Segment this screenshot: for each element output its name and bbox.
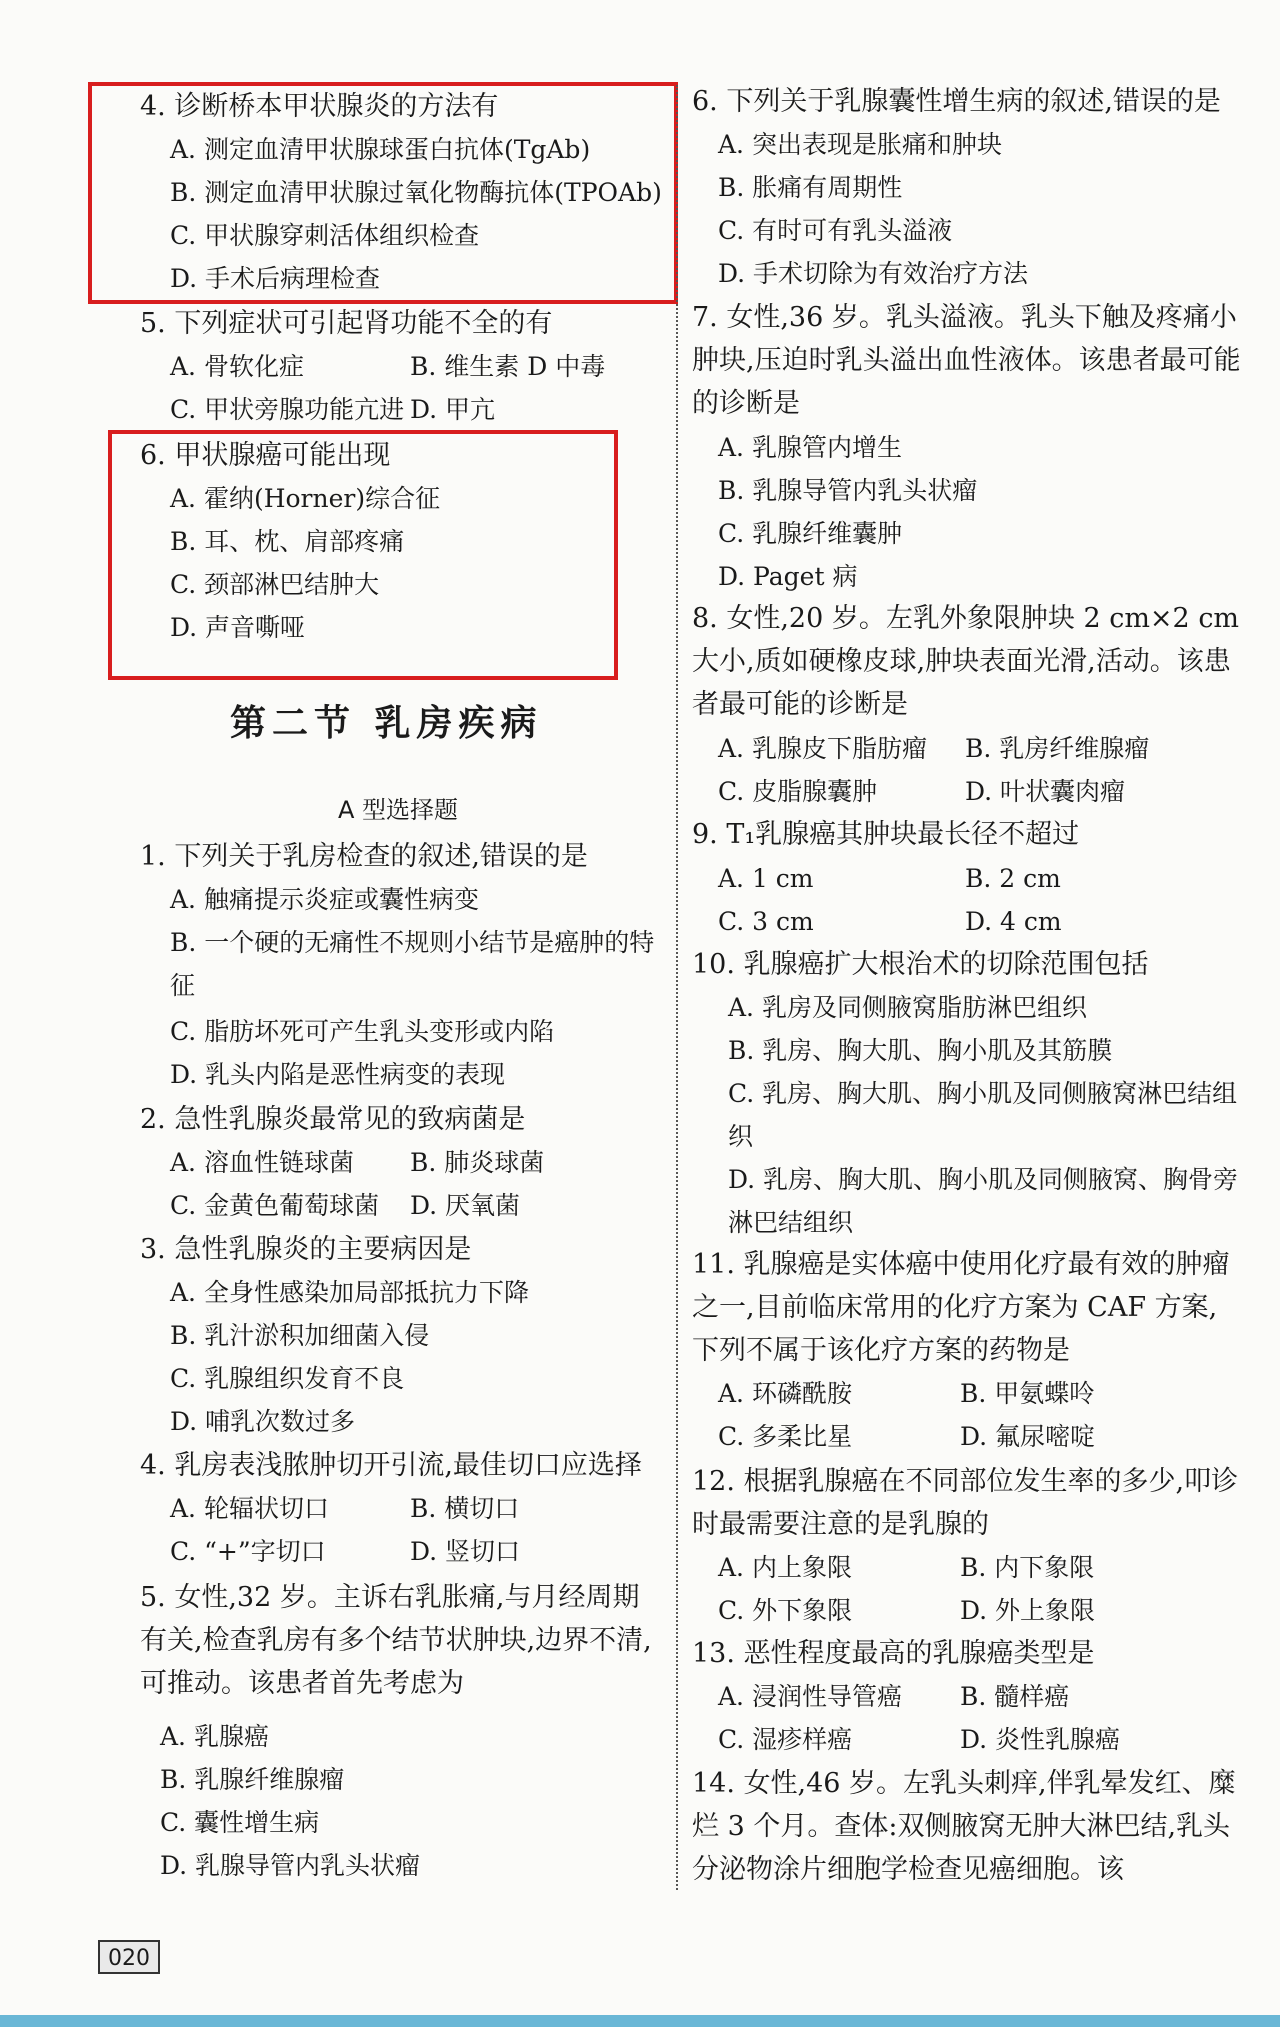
option: D. 手术后病理检查 xyxy=(170,264,381,293)
option: C. 乳房、胸大肌、胸小肌及同侧腋窝淋巴结组织 xyxy=(728,1079,1238,1151)
option: C. 脂肪坏死可产生乳头变形或内陷 xyxy=(170,1017,555,1046)
question-stem: 6. 下列关于乳腺囊性增生病的叙述,错误的是 xyxy=(692,86,1221,117)
option: D. 叶状囊肉瘤 xyxy=(965,777,1126,806)
question-stem: 10. 乳腺癌扩大根治术的切除范围包括 xyxy=(692,949,1149,980)
option: C. 乳腺组织发育不良 xyxy=(170,1364,405,1393)
option: D. 手术切除为有效治疗方法 xyxy=(718,259,1029,288)
option: B. 一个硬的无痛性不规则小结节是癌肿的特征 xyxy=(170,928,655,1000)
option: B. 测定血清甲状腺过氧化物酶抗体(TPOAb) xyxy=(170,178,662,207)
question-stem: 4. 诊断桥本甲状腺炎的方法有 xyxy=(140,91,499,122)
option: A. 全身性感染加局部抵抗力下降 xyxy=(170,1278,529,1307)
question-stem: 5. 女性,32 岁。主诉右乳胀痛,与月经周期有关,检查乳房有多个结节状肿块,边界不清,可推动。该患者首先考虑为 xyxy=(140,1582,652,1699)
question-stem: 7. 女性,36 岁。乳头溢液。乳头下触及疼痛小肿块,压迫时乳头溢出血性液体。该患者最可能的诊断是 xyxy=(692,302,1241,419)
option: D. 厌氧菌 xyxy=(410,1191,521,1220)
question-stem: 3. 急性乳腺炎的主要病因是 xyxy=(140,1234,472,1265)
section-title: 第二节 乳房疾病 xyxy=(230,703,543,744)
question-stem: 6. 甲状腺癌可能出现 xyxy=(140,440,391,471)
option: C. 3 cm xyxy=(718,907,814,936)
option: D. 竖切口 xyxy=(410,1537,521,1566)
option: C. “+”字切口 xyxy=(170,1537,326,1566)
question-stem: 11. 乳腺癌是实体癌中使用化疗最有效的肿瘤之一,目前临床常用的化疗方案为 CAF 方案,下列不属于该化疗方案的药物是 xyxy=(692,1249,1230,1366)
question-stem: 12. 根据乳腺癌在不同部位发生率的多少,叩诊时最需要注意的是乳腺的 xyxy=(692,1466,1239,1540)
option: B. 横切口 xyxy=(410,1494,520,1523)
option: B. 乳腺导管内乳头状瘤 xyxy=(718,476,978,505)
column-divider xyxy=(676,85,678,1890)
question-stem: 1. 下列关于乳房检查的叙述,错误的是 xyxy=(140,841,588,872)
option: D. 乳腺导管内乳头状瘤 xyxy=(160,1851,421,1880)
option: B. 乳腺纤维腺瘤 xyxy=(160,1765,345,1794)
option: A. 突出表现是胀痛和肿块 xyxy=(718,130,1002,159)
option: C. 有时可有乳头溢液 xyxy=(718,216,953,245)
subsection-title: A 型选择题 xyxy=(338,796,459,824)
option: D. 哺乳次数过多 xyxy=(170,1407,356,1436)
page-bottom-edge xyxy=(0,2015,1280,2027)
option: D. 声音嘶哑 xyxy=(170,613,306,642)
option: A. 环磷酰胺 xyxy=(718,1379,852,1408)
option: B. 乳房、胸大肌、胸小肌及其筋膜 xyxy=(728,1036,1113,1065)
option: B. 乳房纤维腺瘤 xyxy=(965,734,1150,763)
page-number: 020 xyxy=(98,1940,160,1974)
option: B. 胀痛有周期性 xyxy=(718,173,903,202)
question-stem: 13. 恶性程度最高的乳腺癌类型是 xyxy=(692,1638,1095,1669)
question-stem: 8. 女性,20 岁。左乳外象限肿块 2 cm×2 cm 大小,质如硬橡皮球,肿块表面光滑,活动。该患者最可能的诊断是 xyxy=(692,603,1240,720)
option: C. 多柔比星 xyxy=(718,1422,853,1451)
option: B. 肺炎球菌 xyxy=(410,1148,545,1177)
option: B. 维生素 D 中毒 xyxy=(410,352,606,381)
option: A. 乳腺皮下脂肪瘤 xyxy=(718,734,927,763)
question-stem: 9. T₁乳腺癌其肿块最长径不超过 xyxy=(692,819,1080,850)
option: B. 乳汁淤积加细菌入侵 xyxy=(170,1321,430,1350)
option: A. 乳腺管内增生 xyxy=(718,433,902,462)
option: D. 4 cm xyxy=(965,907,1062,936)
option: C. 囊性增生病 xyxy=(160,1808,320,1837)
option: B. 甲氨蝶呤 xyxy=(960,1379,1095,1408)
option: C. 甲状旁腺功能亢进 xyxy=(170,395,405,424)
option: B. 髓样癌 xyxy=(960,1682,1070,1711)
option: A. 触痛提示炎症或囊性病变 xyxy=(170,885,479,914)
option: A. 内上象限 xyxy=(718,1553,852,1582)
option: D. 甲亢 xyxy=(410,395,496,424)
option: C. 皮脂腺囊肿 xyxy=(718,777,878,806)
option: B. 2 cm xyxy=(965,864,1061,893)
option: A. 霍纳(Horner)综合征 xyxy=(170,484,441,513)
question-stem: 14. 女性,46 岁。左乳头刺痒,伴乳晕发红、糜烂 3 个月。查体:双侧腋窝无肿大淋巴结,乳头分泌物涂片细胞学检查见癌细胞。该 xyxy=(692,1768,1236,1885)
option: C. 外下象限 xyxy=(718,1596,853,1625)
option: A. 浸润性导管癌 xyxy=(718,1682,902,1711)
question-stem: 5. 下列症状可引起肾功能不全的有 xyxy=(140,308,553,339)
option: A. 轮辐状切口 xyxy=(170,1494,329,1523)
option: D. 乳头内陷是恶性病变的表现 xyxy=(170,1060,506,1089)
option: C. 乳腺纤维囊肿 xyxy=(718,519,903,548)
option: C. 颈部淋巴结肿大 xyxy=(170,570,380,599)
option: A. 乳腺癌 xyxy=(160,1722,269,1751)
option: A. 溶血性链球菌 xyxy=(170,1148,354,1177)
option: C. 甲状腺穿刺活体组织检查 xyxy=(170,221,480,250)
option: D. 氟尿嘧啶 xyxy=(960,1422,1096,1451)
option: D. 乳房、胸大肌、胸小肌及同侧腋窝、胸骨旁淋巴结组织 xyxy=(728,1165,1239,1237)
question-stem: 2. 急性乳腺炎最常见的致病菌是 xyxy=(140,1104,526,1135)
option: B. 内下象限 xyxy=(960,1553,1095,1582)
option: D. Paget 病 xyxy=(718,562,858,591)
option: A. 乳房及同侧腋窝脂肪淋巴组织 xyxy=(728,993,1087,1022)
option: C. 湿疹样癌 xyxy=(718,1725,853,1754)
option: D. 炎性乳腺癌 xyxy=(960,1725,1121,1754)
option: A. 骨软化症 xyxy=(170,352,304,381)
question-stem: 4. 乳房表浅脓肿切开引流,最佳切口应选择 xyxy=(140,1450,642,1481)
option: A. 测定血清甲状腺球蛋白抗体(TgAb) xyxy=(170,135,591,164)
option: A. 1 cm xyxy=(718,864,814,893)
option: D. 外上象限 xyxy=(960,1596,1096,1625)
option: C. 金黄色葡萄球菌 xyxy=(170,1191,380,1220)
option: B. 耳、枕、肩部疼痛 xyxy=(170,527,405,556)
